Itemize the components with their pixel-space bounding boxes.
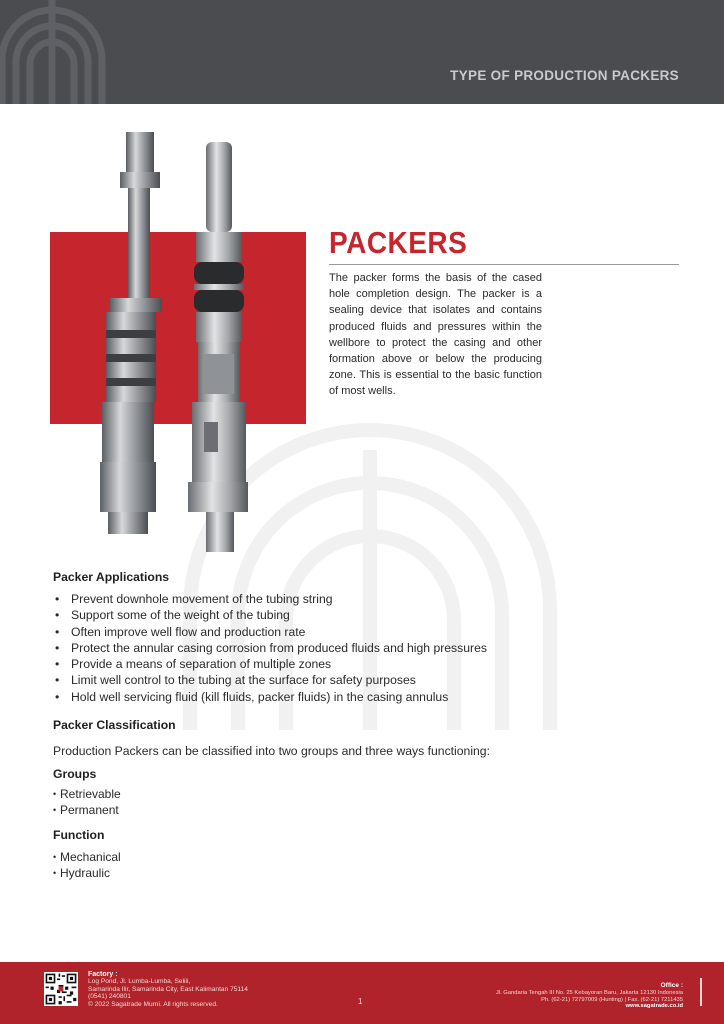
groups-heading: Groups (53, 767, 97, 781)
list-item: • Provide a means of separation of multiple zones (53, 656, 487, 672)
header-title: TYPE OF PRODUCTION PACKERS (450, 68, 679, 83)
list-item: • Protect the annular casing corrosion from produced fluids and high pressures (53, 640, 487, 656)
function-heading: Function (53, 828, 105, 842)
footer-divider (700, 978, 702, 1006)
office-line: Jl. Gandaria Tengah III No. 25 Kebayoran Baru, Jakarta 12130 Indonesia (495, 989, 683, 996)
applications-heading: Packer Applications (53, 570, 170, 584)
list-item: • Mechanical (53, 849, 121, 865)
page-header (0, 0, 724, 104)
factory-line: Log Pond, Jl. Lumba-Lumba, Selili, (88, 978, 191, 986)
list-item: • Hydraulic (53, 865, 121, 881)
qr-code-icon (44, 972, 78, 1006)
office-address (496, 983, 683, 1010)
factory-phone: (0541) 240801 (88, 993, 131, 1001)
factory-line: Samarinda Ilir, Samarinda City, East Kalimantan 75114 (88, 985, 248, 993)
list-item: • Support some of the weight of the tubing (53, 607, 487, 623)
list-item: • Retrievable (53, 786, 121, 802)
website-link[interactable]: www.sagatrade.co.id (625, 1003, 683, 1010)
groups-list (53, 786, 121, 819)
title-divider (329, 264, 679, 265)
copyright: © 2022 Sagatrade Murni. All rights reserved. (88, 1000, 218, 1008)
classification-heading: Packer Classification (53, 718, 176, 732)
intro-paragraph: The packer forms the basis of the cased hole completion design. The packer is a sealing device that isolates and contains produced fluids and pressures within the wellbore to protect the casing and other formation above or below the producing zone. This is essential to the basic function of most wells. (329, 272, 542, 398)
classification-text: Production Packers can be classified into two groups and three ways functioning: (53, 744, 490, 758)
page-number: 1 (358, 997, 363, 1006)
list-item: • Limit well control to the tubing at the surface for safety purposes (53, 672, 487, 688)
function-list (53, 849, 121, 882)
list-item: • Permanent (53, 802, 121, 818)
section-title: PACKERS (329, 226, 468, 260)
office-phone: Ph. (62-21) 72797009 (Hunting) | Fax. (62-21) 7211435 (541, 996, 683, 1003)
office-label: Office : (660, 982, 683, 989)
factory-label: Factory : (88, 971, 118, 978)
brand-logo-mark-icon (0, 0, 112, 104)
factory-address (88, 971, 248, 1008)
list-item: • Prevent downhole movement of the tubing string (53, 591, 487, 607)
list-item: • Often improve well flow and production rate (53, 624, 487, 640)
list-item: • Hold well servicing fluid (kill fluids, packer fluids) in the casing annulus (53, 689, 487, 705)
applications-list (53, 591, 487, 705)
packer-product-image (88, 132, 268, 552)
